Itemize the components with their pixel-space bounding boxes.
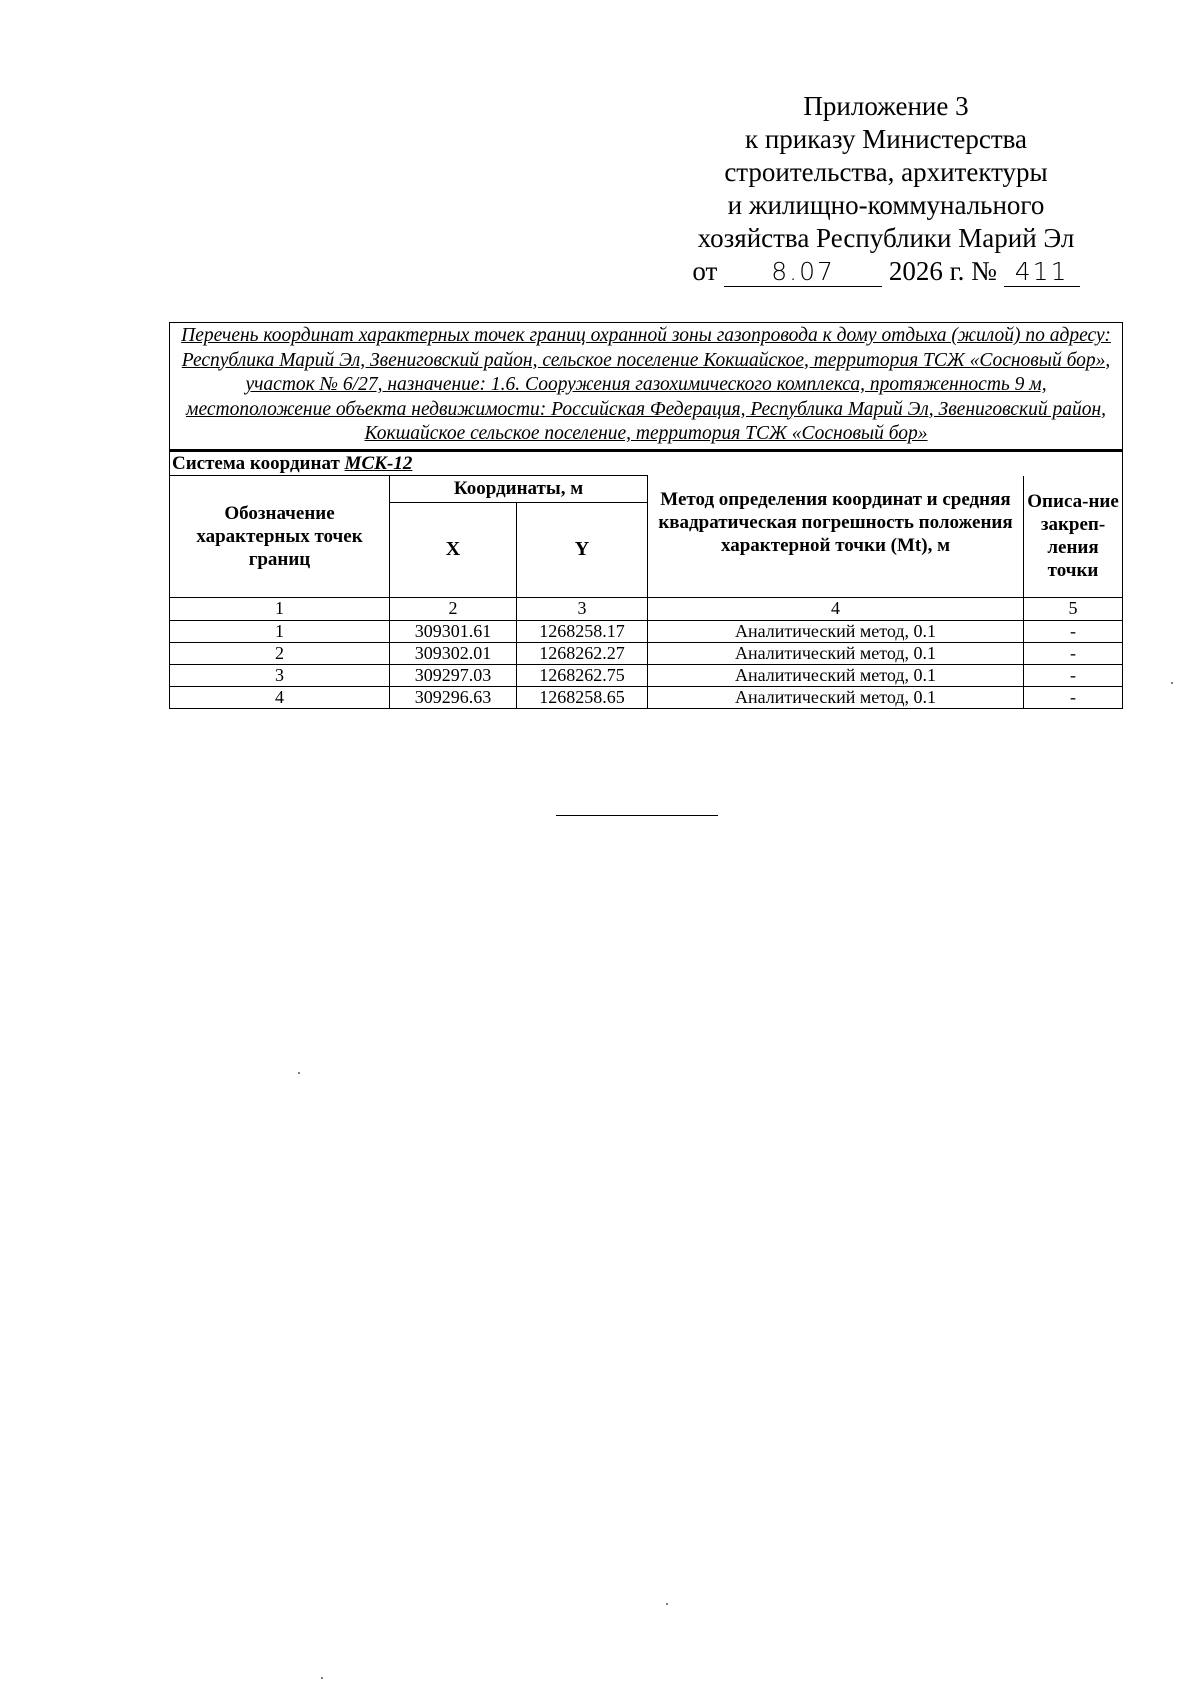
x-value: 309301.61 <box>390 620 517 642</box>
header-x: X <box>390 502 517 597</box>
column-number: 5 <box>1024 597 1123 620</box>
end-of-document-rule <box>556 815 718 816</box>
header-designation: Обозначение характерных точек границ <box>170 475 390 597</box>
y-value: 1268258.65 <box>517 686 648 708</box>
description-value: - <box>1024 664 1123 686</box>
method-value: Аналитический метод, 0.1 <box>648 664 1024 686</box>
appendix-ministry-line-1: строительства, архитектуры <box>724 157 1048 187</box>
method-value: Аналитический метод, 0.1 <box>648 620 1024 642</box>
appendix-ministry-line-2: и жилищно-коммунального <box>727 190 1045 220</box>
header-description: Описа-ние закреп-ления точки <box>1024 475 1123 597</box>
order-date-line <box>676 255 1096 288</box>
appendix-order-line: к приказу Министерства <box>744 124 1028 154</box>
appendix-ministry-line-3: хозяйства Республики Марий Эл <box>697 223 1075 253</box>
column-number: 2 <box>390 597 517 620</box>
description-value: - <box>1024 642 1123 664</box>
table-row <box>170 664 1123 686</box>
y-value: 1268262.27 <box>517 642 648 664</box>
column-number: 4 <box>648 597 1024 620</box>
table-row <box>170 642 1123 664</box>
scan-speck <box>666 1603 668 1605</box>
table-row <box>170 620 1123 642</box>
header-coordinates: Координаты, м <box>390 475 648 502</box>
column-numbers-row <box>170 597 1123 620</box>
blank-cell <box>648 450 1123 475</box>
point-id: 3 <box>170 664 390 686</box>
table-row <box>170 686 1123 708</box>
header-y: Y <box>517 502 648 597</box>
method-value: Аналитический метод, 0.1 <box>648 686 1024 708</box>
column-number: 1 <box>170 597 390 620</box>
y-value: 1268262.75 <box>517 664 648 686</box>
scan-speck <box>1171 682 1173 684</box>
scan-speck <box>298 1072 300 1074</box>
appendix-header <box>676 90 1096 288</box>
coordinates-table <box>169 322 1123 709</box>
y-value: 1268258.17 <box>517 620 648 642</box>
coordinate-system-row <box>170 450 648 475</box>
x-value: 309302.01 <box>390 642 517 664</box>
table-caption: Перечень координат характерных точек границ охранной зоны газопровода к дому отдыха (жилой) по адресу: Республика Марий Эл, Звениговский район, сельское поселение Кокшайское, территория ТСЖ «Сосновый бор», участок № 6/27, назначение: 1.6. Сооружения газохимического комплекса, протяженность 9 м, местоположение объекта недвижимости: Российская Федерация, Республика Марий Эл, Звениговский район, Кокшайское сельское поселение, территория ТСЖ «Сосновый бор» <box>170 323 1123 451</box>
column-number: 3 <box>517 597 648 620</box>
point-id: 4 <box>170 686 390 708</box>
handwritten-date: 8.07 <box>724 258 882 287</box>
scan-speck <box>321 1677 323 1679</box>
header-method: Метод определения координат и средняя квадратическая погрешность положения характерной точки (Mt), м <box>648 475 1024 597</box>
x-value: 309296.63 <box>390 686 517 708</box>
coordinate-system-label: Система координат <box>172 452 340 474</box>
date-prefix: от <box>692 256 718 286</box>
point-id: 1 <box>170 620 390 642</box>
appendix-title: Приложение 3 <box>803 91 969 121</box>
coordinate-system-name: МСК-12 <box>344 452 413 474</box>
handwritten-order-number: 411 <box>1004 258 1080 287</box>
description-value: - <box>1024 620 1123 642</box>
year-and-number-label: 2026 г. № <box>888 256 997 286</box>
description-value: - <box>1024 686 1123 708</box>
x-value: 309297.03 <box>390 664 517 686</box>
point-id: 2 <box>170 642 390 664</box>
method-value: Аналитический метод, 0.1 <box>648 642 1024 664</box>
